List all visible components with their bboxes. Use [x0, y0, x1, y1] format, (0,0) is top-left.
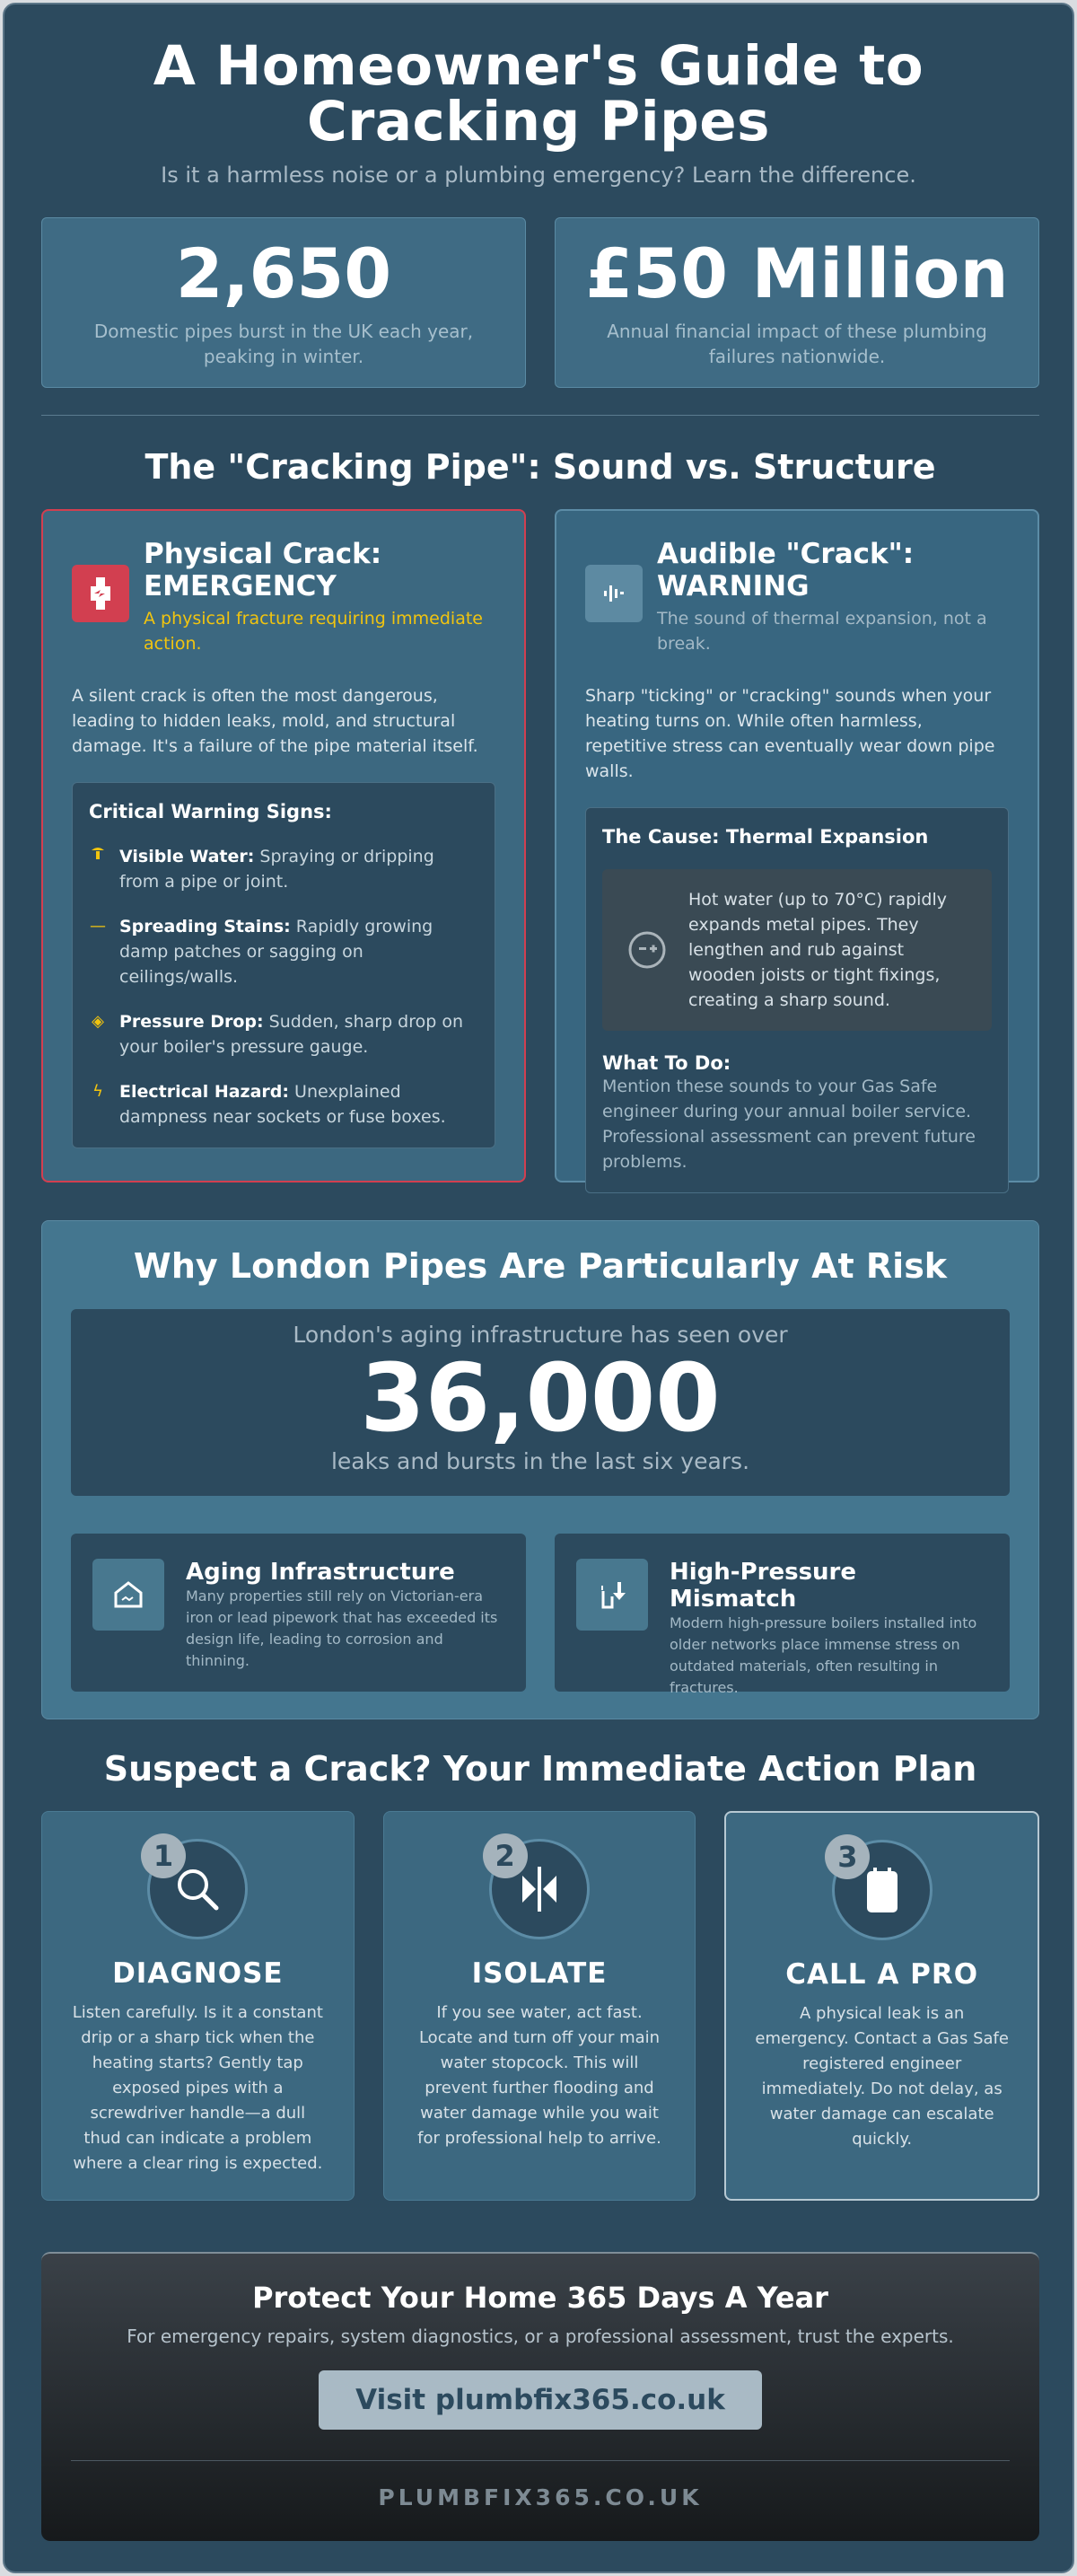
comparison-title: The "Cracking Pipe": Sound vs. Structure	[144, 447, 936, 487]
warning-signs-box	[72, 782, 495, 1148]
audible-tagline: The sound of thermal expansion, not a break.	[657, 609, 987, 654]
cause-detail	[602, 869, 992, 1031]
what-to-do-text: Mention these sounds to your Gas Safe engineer during your annual boiler service. Professional assessment can prevent future problems.	[602, 1077, 976, 1172]
sign-text: Unexplained dampness near sockets or fuse boxes.	[119, 1082, 446, 1127]
list-item	[89, 1009, 478, 1059]
action-plan-title: Suspect a Crack? Your Immediate Action Plan	[103, 1749, 977, 1789]
physical-body: A silent crack is often the most dangerous, leading to hidden leaks, mold, and structural damage. It's a failure of the pipe material itself.	[72, 686, 478, 756]
stat-caption: Annual financial impact of these plumbing failures nationwide.	[607, 321, 987, 367]
step-number: 2	[483, 1833, 528, 1878]
stat-card-bursts	[41, 217, 526, 388]
leak-count-box	[71, 1309, 1010, 1496]
sound-waves-icon	[585, 565, 643, 622]
step-title: ISOLATE	[471, 1957, 608, 1990]
step-title: DIAGNOSE	[112, 1957, 284, 1990]
cause-text: Hot water (up to 70°C) rapidly expands metal pipes. They lengthen and rub against wooden joists or tight fixings, creating a sharp sound.	[688, 890, 948, 1010]
title-line-1: A Homeowner's Guide to	[153, 34, 924, 98]
step-title: CALL A PRO	[785, 1958, 979, 1991]
risk-item-title: High-Pressure Mismatch	[670, 1559, 857, 1613]
title-text: Physical Crack:	[144, 538, 382, 570]
stat-caption: Domestic pipes burst in the UK each year, peaking in winter.	[93, 321, 474, 367]
risk-item-pressure	[555, 1534, 1010, 1696]
sign-text: Sudden, sharp drop on your boiler's pressure gauge.	[119, 1012, 464, 1057]
sign-label: Spreading Stains:	[119, 917, 291, 936]
what-to-do-title: What To Do:	[602, 1052, 731, 1074]
comparison-cards	[41, 509, 1039, 1182]
cta-section	[41, 2252, 1039, 2541]
title-status: EMERGENCY	[144, 570, 337, 602]
stain-icon: —	[90, 917, 106, 936]
step-text: Listen carefully. Is it a constant drip or a sharp tick when the heating starts? Gently tap exposed pipes with a screwdriver handle—a dull thud can indicate a problem where a clear ring is expected.	[72, 2003, 323, 2173]
stat-card-cost	[555, 217, 1039, 388]
sign-label: Electrical Hazard:	[119, 1082, 289, 1102]
what-to-do	[602, 1052, 992, 1174]
pipe-burst-icon	[72, 565, 129, 622]
pressure-icon	[576, 1559, 648, 1631]
page-title	[4, 34, 1073, 154]
risk-title: Why London Pipes Are Particularly At Risk	[133, 1246, 948, 1286]
title-line-2: Cracking Pipes	[307, 90, 770, 154]
audible-title	[657, 538, 1009, 602]
physical-tagline: A physical fracture requiring immediate action.	[144, 609, 483, 654]
gauge-icon: ◈	[92, 1012, 104, 1031]
leak-count-value: 36,000	[360, 1343, 721, 1453]
cause-box	[585, 807, 1009, 1193]
thermometer-dial-icon	[624, 887, 670, 1013]
divider	[41, 415, 1039, 416]
stats-row	[41, 217, 1039, 388]
stat-value: £50 Million	[585, 233, 1009, 313]
step-isolate	[383, 1811, 696, 2201]
title-status: WARNING	[657, 570, 810, 602]
sign-text: Rapidly growing damp patches or sagging on ceilings/walls.	[119, 917, 433, 987]
cta-subtitle: For emergency repairs, system diagnostics, or a professional assessment, trust the experts.	[127, 2325, 954, 2347]
warning-signs-title: Critical Warning Signs:	[89, 801, 332, 822]
infographic-page	[3, 3, 1074, 2573]
step-number: 1	[141, 1833, 186, 1878]
audible-crack-card	[555, 509, 1039, 1182]
risk-item-text: Many properties still rely on Victorian-era iron or lead pipework that has exceeded its design life, leading to corrosion and thinning.	[186, 1587, 498, 1669]
risk-item-title: Aging Infrastructure	[186, 1559, 455, 1586]
cause-title: The Cause: Thermal Expansion	[602, 826, 929, 848]
cta-title: Protect Your Home 365 Days A Year	[252, 2281, 828, 2315]
step-number: 3	[825, 1834, 870, 1879]
divider	[71, 2460, 1010, 2461]
physical-title	[144, 538, 495, 602]
sign-text: Spraying or dripping from a pipe or joint.	[119, 847, 434, 892]
shower-icon	[89, 844, 107, 894]
page-subtitle: Is it a harmless noise or a plumbing emergency? Learn the difference.	[161, 163, 916, 188]
london-risk-section	[41, 1220, 1039, 1719]
house-icon	[92, 1559, 164, 1631]
step-diagnose	[41, 1811, 355, 2201]
stat-value: 2,650	[175, 233, 392, 313]
brand-footer: PLUMBFIX365.CO.UK	[378, 2484, 703, 2510]
header	[4, 4, 1073, 188]
list-item	[89, 914, 478, 989]
step-text: A physical leak is an emergency. Contact a Gas Safe registered engineer immediately. Do not delay, as water damage can escalate quickly.	[755, 2004, 1009, 2149]
list-item	[89, 1079, 478, 1130]
visit-website-button[interactable]: Visit plumbfix365.co.uk	[319, 2370, 762, 2430]
title-text: Audible "Crack":	[657, 538, 915, 570]
action-steps	[41, 1811, 1039, 2201]
step-text: If you see water, act fast. Locate and turn off your main water stopcock. This will prevent further flooding and water damage while you wait for professional help to arrive.	[417, 2003, 661, 2148]
list-item	[89, 844, 478, 894]
risk-item-text: Modern high-pressure boilers installed into older networks place immense stress on outdated materials, often resulting in fractures.	[670, 1614, 977, 1696]
leak-count-caption: leaks and bursts in the last six years.	[330, 1448, 750, 1474]
audible-body: Sharp "ticking" or "cracking" sounds when your heating turns on. While often harmless, repetitive stress can eventually wear down pipe walls.	[585, 686, 995, 781]
sign-label: Pressure Drop:	[119, 1012, 264, 1032]
step-call-pro	[724, 1811, 1039, 2201]
risk-item-aging	[71, 1534, 526, 1692]
leak-count-intro: London's aging infrastructure has seen over	[293, 1322, 788, 1348]
sign-label: Visible Water:	[119, 847, 255, 866]
lightning-icon: ϟ	[92, 1082, 103, 1101]
physical-crack-card	[41, 509, 526, 1182]
